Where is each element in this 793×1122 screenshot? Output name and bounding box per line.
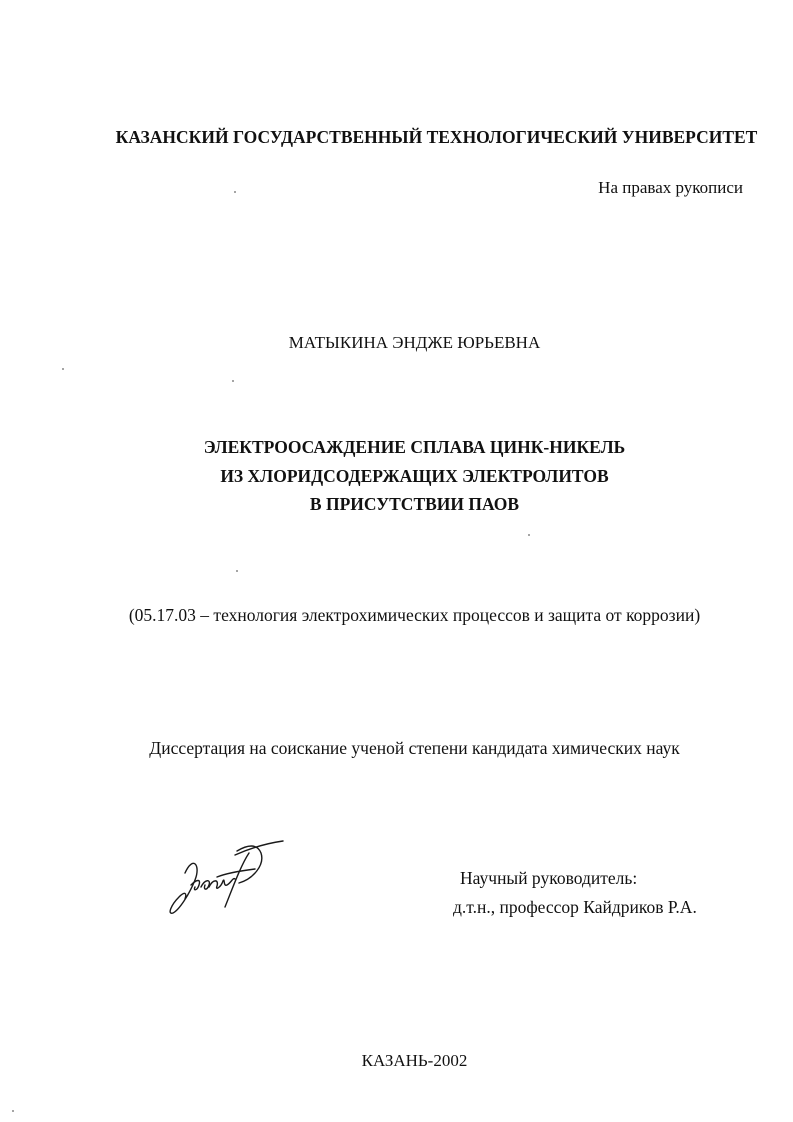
scan-speck	[528, 534, 530, 536]
supervisor-name: д.т.н., профессор Кайдриков Р.А.	[453, 897, 697, 917]
title-line: ИЗ ХЛОРИДСОДЕРЖАЩИХ ЭЛЕКТРОЛИТОВ	[220, 465, 609, 486]
rights-note: На правах рукописи	[598, 178, 743, 197]
degree-statement: Диссертация на соискание ученой степени кандидата химических наук	[149, 738, 680, 758]
scan-speck	[236, 570, 238, 572]
handwritten-signature-icon	[165, 835, 290, 925]
dissertation-title	[18, 433, 793, 519]
title-line: В ПРИСУТСТВИИ ПАОВ	[309, 494, 520, 514]
scan-speck	[232, 380, 234, 382]
city-year: КАЗАНЬ-2002	[361, 1051, 468, 1070]
title-line: ЭЛЕКТРООСАЖДЕНИЕ СПЛАВА ЦИНК-НИКЕЛЬ	[203, 437, 626, 457]
scan-speck	[62, 368, 64, 370]
university-name: КАЗАНСКИЙ ГОСУДАРСТВЕННЫЙ ТЕХНОЛОГИЧЕСКИЙ УНИВЕРСИТЕТ	[115, 127, 758, 147]
scan-speck	[12, 1110, 14, 1112]
specialty-code: (05.17.03 – технология электрохимических процессов и защита от коррозии)	[128, 605, 701, 625]
supervisor-label: Научный руководитель:	[460, 868, 638, 888]
author-name: МАТЫКИНА ЭНДЖЕ ЮРЬЕВНА	[288, 333, 541, 352]
scan-speck	[234, 191, 236, 193]
